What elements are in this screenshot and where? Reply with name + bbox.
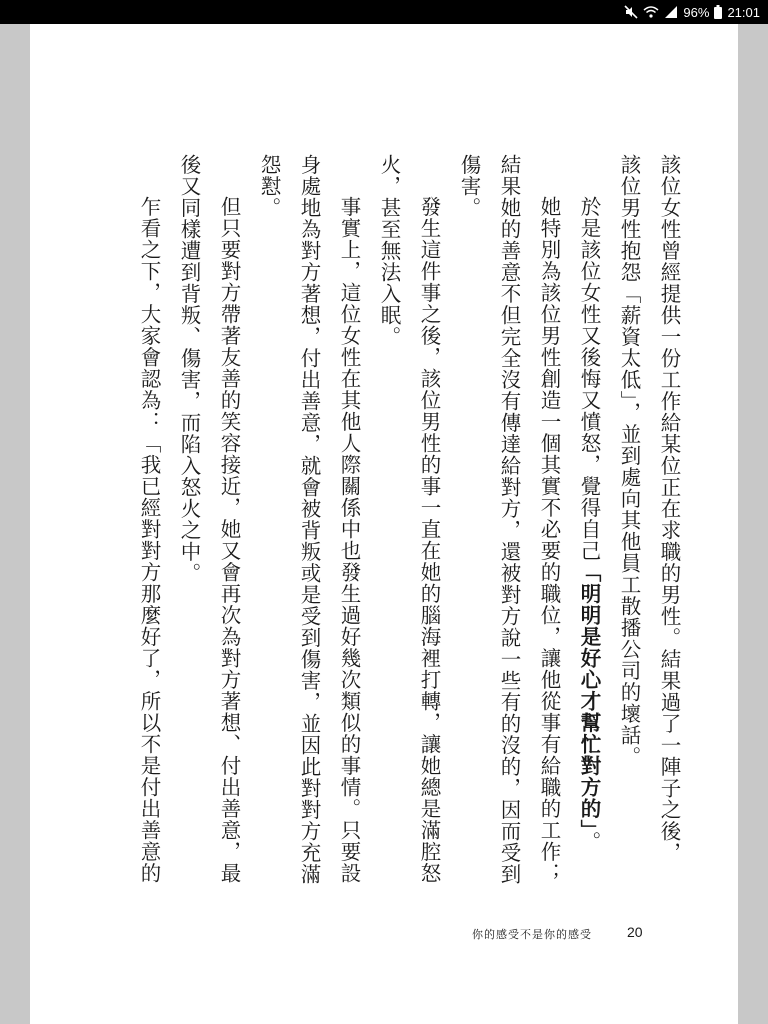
- text-column: 身處地為對方著想，付出善意，就會被背叛或是受到傷害，並因此對對方充滿: [297, 154, 321, 885]
- signal-icon: [664, 5, 678, 19]
- text-column: 傷害。: [457, 154, 481, 219]
- text-column: [576, 196, 602, 852]
- page-number: 20: [627, 924, 643, 940]
- mute-icon: [624, 5, 638, 19]
- emphasis-quote: 「明明是好心才幫忙對方的」: [577, 561, 601, 831]
- battery-icon: [714, 5, 722, 19]
- reader-viewport[interactable]: [0, 24, 768, 1024]
- text-column: 火，甚至無法入眠。: [377, 154, 401, 348]
- battery-percent: 96%: [683, 4, 710, 20]
- wifi-icon: [643, 5, 659, 19]
- text-column: 但只要對方帶著友善的笑容接近，她又會再次為對方著想、付出善意，最: [217, 196, 241, 884]
- text-column: 她特別為該位男性創造一個其實不必要的職位，讓他從事有給職的工作；: [537, 196, 561, 884]
- column-text: 於是該位女性又後悔又憤怒，覺得自己: [577, 196, 601, 562]
- column-text: 。: [577, 830, 601, 853]
- book-page: [30, 24, 738, 1024]
- status-icons: [624, 0, 760, 24]
- text-column: 怨懟。: [257, 154, 281, 219]
- status-bar: [0, 0, 768, 24]
- text-column: 後又同樣遭到背叛、傷害，而陷入怒火之中。: [177, 154, 201, 584]
- text-column: 該位女性曾經提供一份工作給某位正在求職的男性。結果過了一陣子之後，: [657, 154, 681, 864]
- text-column: 事實上，這位女性在其他人際關係中也發生過好幾次類似的事情。只要設: [337, 196, 361, 884]
- running-footer-title: 你的感受不是你的感受: [472, 928, 592, 941]
- text-column: 該位男性抱怨「薪資太低」，並到處向其他員工散播公司的壞話。: [617, 154, 641, 768]
- text-column: 發生這件事之後，該位男性的事一直在她的腦海裡打轉，讓她總是滿腔怒: [417, 196, 441, 884]
- text-column: 乍看之下，大家會認為：「我已經對對方那麼好了，所以不是付出善意的: [137, 196, 161, 884]
- text-column: 結果她的善意不但完全沒有傳達給對方，還被對方說一些有的沒的，因而受到: [497, 154, 521, 885]
- clock: 21:01: [727, 4, 760, 20]
